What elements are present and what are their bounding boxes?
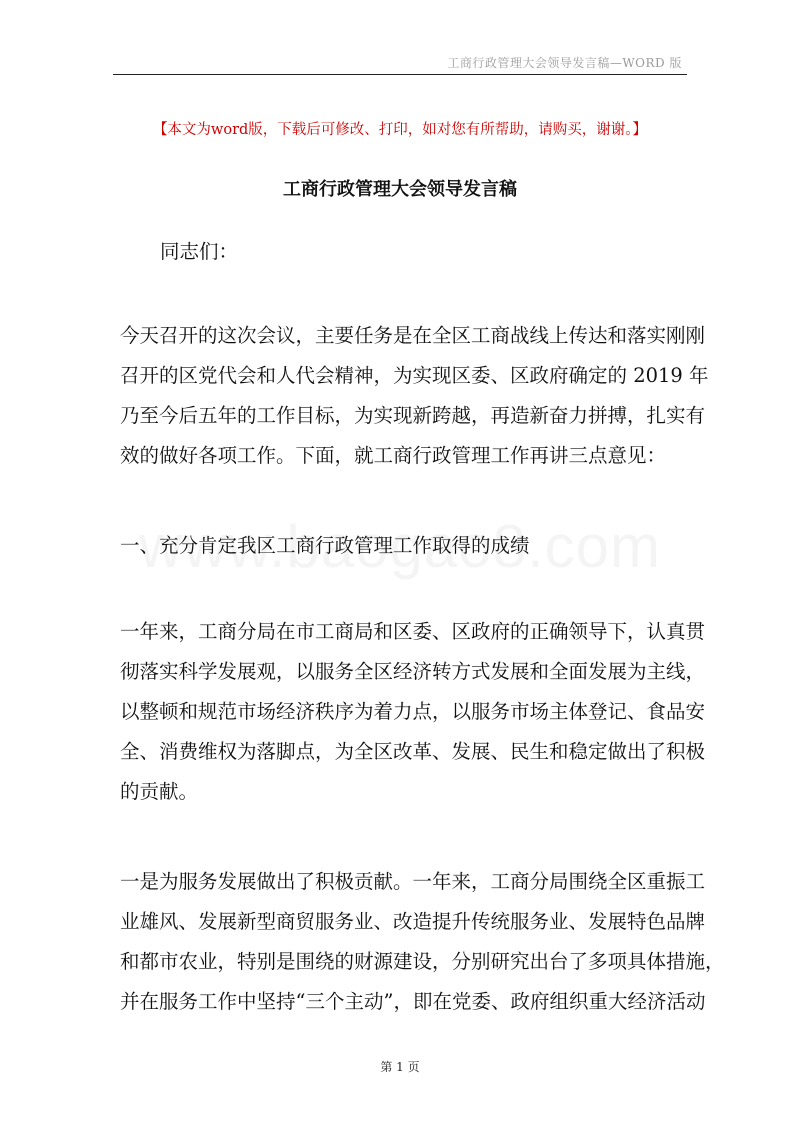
text-line: 以整顿和规范市场经济秩序为着力点，以服务市场主体登记、食品安	[120, 700, 706, 723]
running-header: 工商行政管理大会领导发言稿—WORD 版	[447, 56, 682, 70]
text-line: 今天召开的这次会议，主要任务是在全区工商战线上传达和落实刚刚	[120, 324, 706, 347]
download-notice: 【本文为word版，下载后可修改、打印，如对您有所帮助，请购买，谢谢。】	[152, 122, 648, 138]
greeting: 同志们：	[160, 240, 239, 263]
text-line: 并在服务工作中坚持“三个主动”，即在党委、政府组织重大经济活动	[120, 990, 706, 1013]
text-line: 乃至今后五年的工作目标，为实现新跨越，再造新奋力拼搏，扎实有	[120, 404, 706, 427]
page-number: 第 1 页	[380, 1060, 420, 1074]
paragraph-service-development	[120, 862, 725, 1022]
text-line: 全、消费维权为落脚点，为全区改革、发展、民生和稳定做出了积极	[120, 740, 706, 763]
text-line: 彻落实科学发展观，以服务全区经济转方式发展和全面发展为主线，	[120, 660, 706, 683]
text-line: 和都市农业，特别是围绕的财源建设，分别研究出台了多项具体措施，	[120, 950, 725, 973]
header-divider	[113, 74, 687, 75]
text-line: 一年来，工商分局在市工商局和区委、区政府的正确领导下，认真贯	[120, 620, 706, 643]
text-line: 的贡献。	[120, 780, 199, 803]
text-line: 业雄风、发展新型商贸服务业、改造提升传统服务业、发展特色品牌	[120, 910, 706, 933]
text-line: 效的做好各项工作。下面，就工商行政管理工作再讲三点意见：	[120, 444, 667, 467]
text-line: 一是为服务发展做出了积极贡献。一年来，工商分局围绕全区重振工	[120, 870, 706, 893]
paragraph-intro	[120, 316, 709, 476]
document-title: 工商行政管理大会领导发言稿	[283, 179, 517, 200]
text-line: 召开的区党代会和人代会精神，为实现区委、区政府确定的 2019 年	[120, 364, 709, 387]
paragraph-achievements	[120, 612, 706, 812]
section-heading-1: 一、充分肯定我区工商行政管理工作取得的成绩	[120, 534, 530, 557]
